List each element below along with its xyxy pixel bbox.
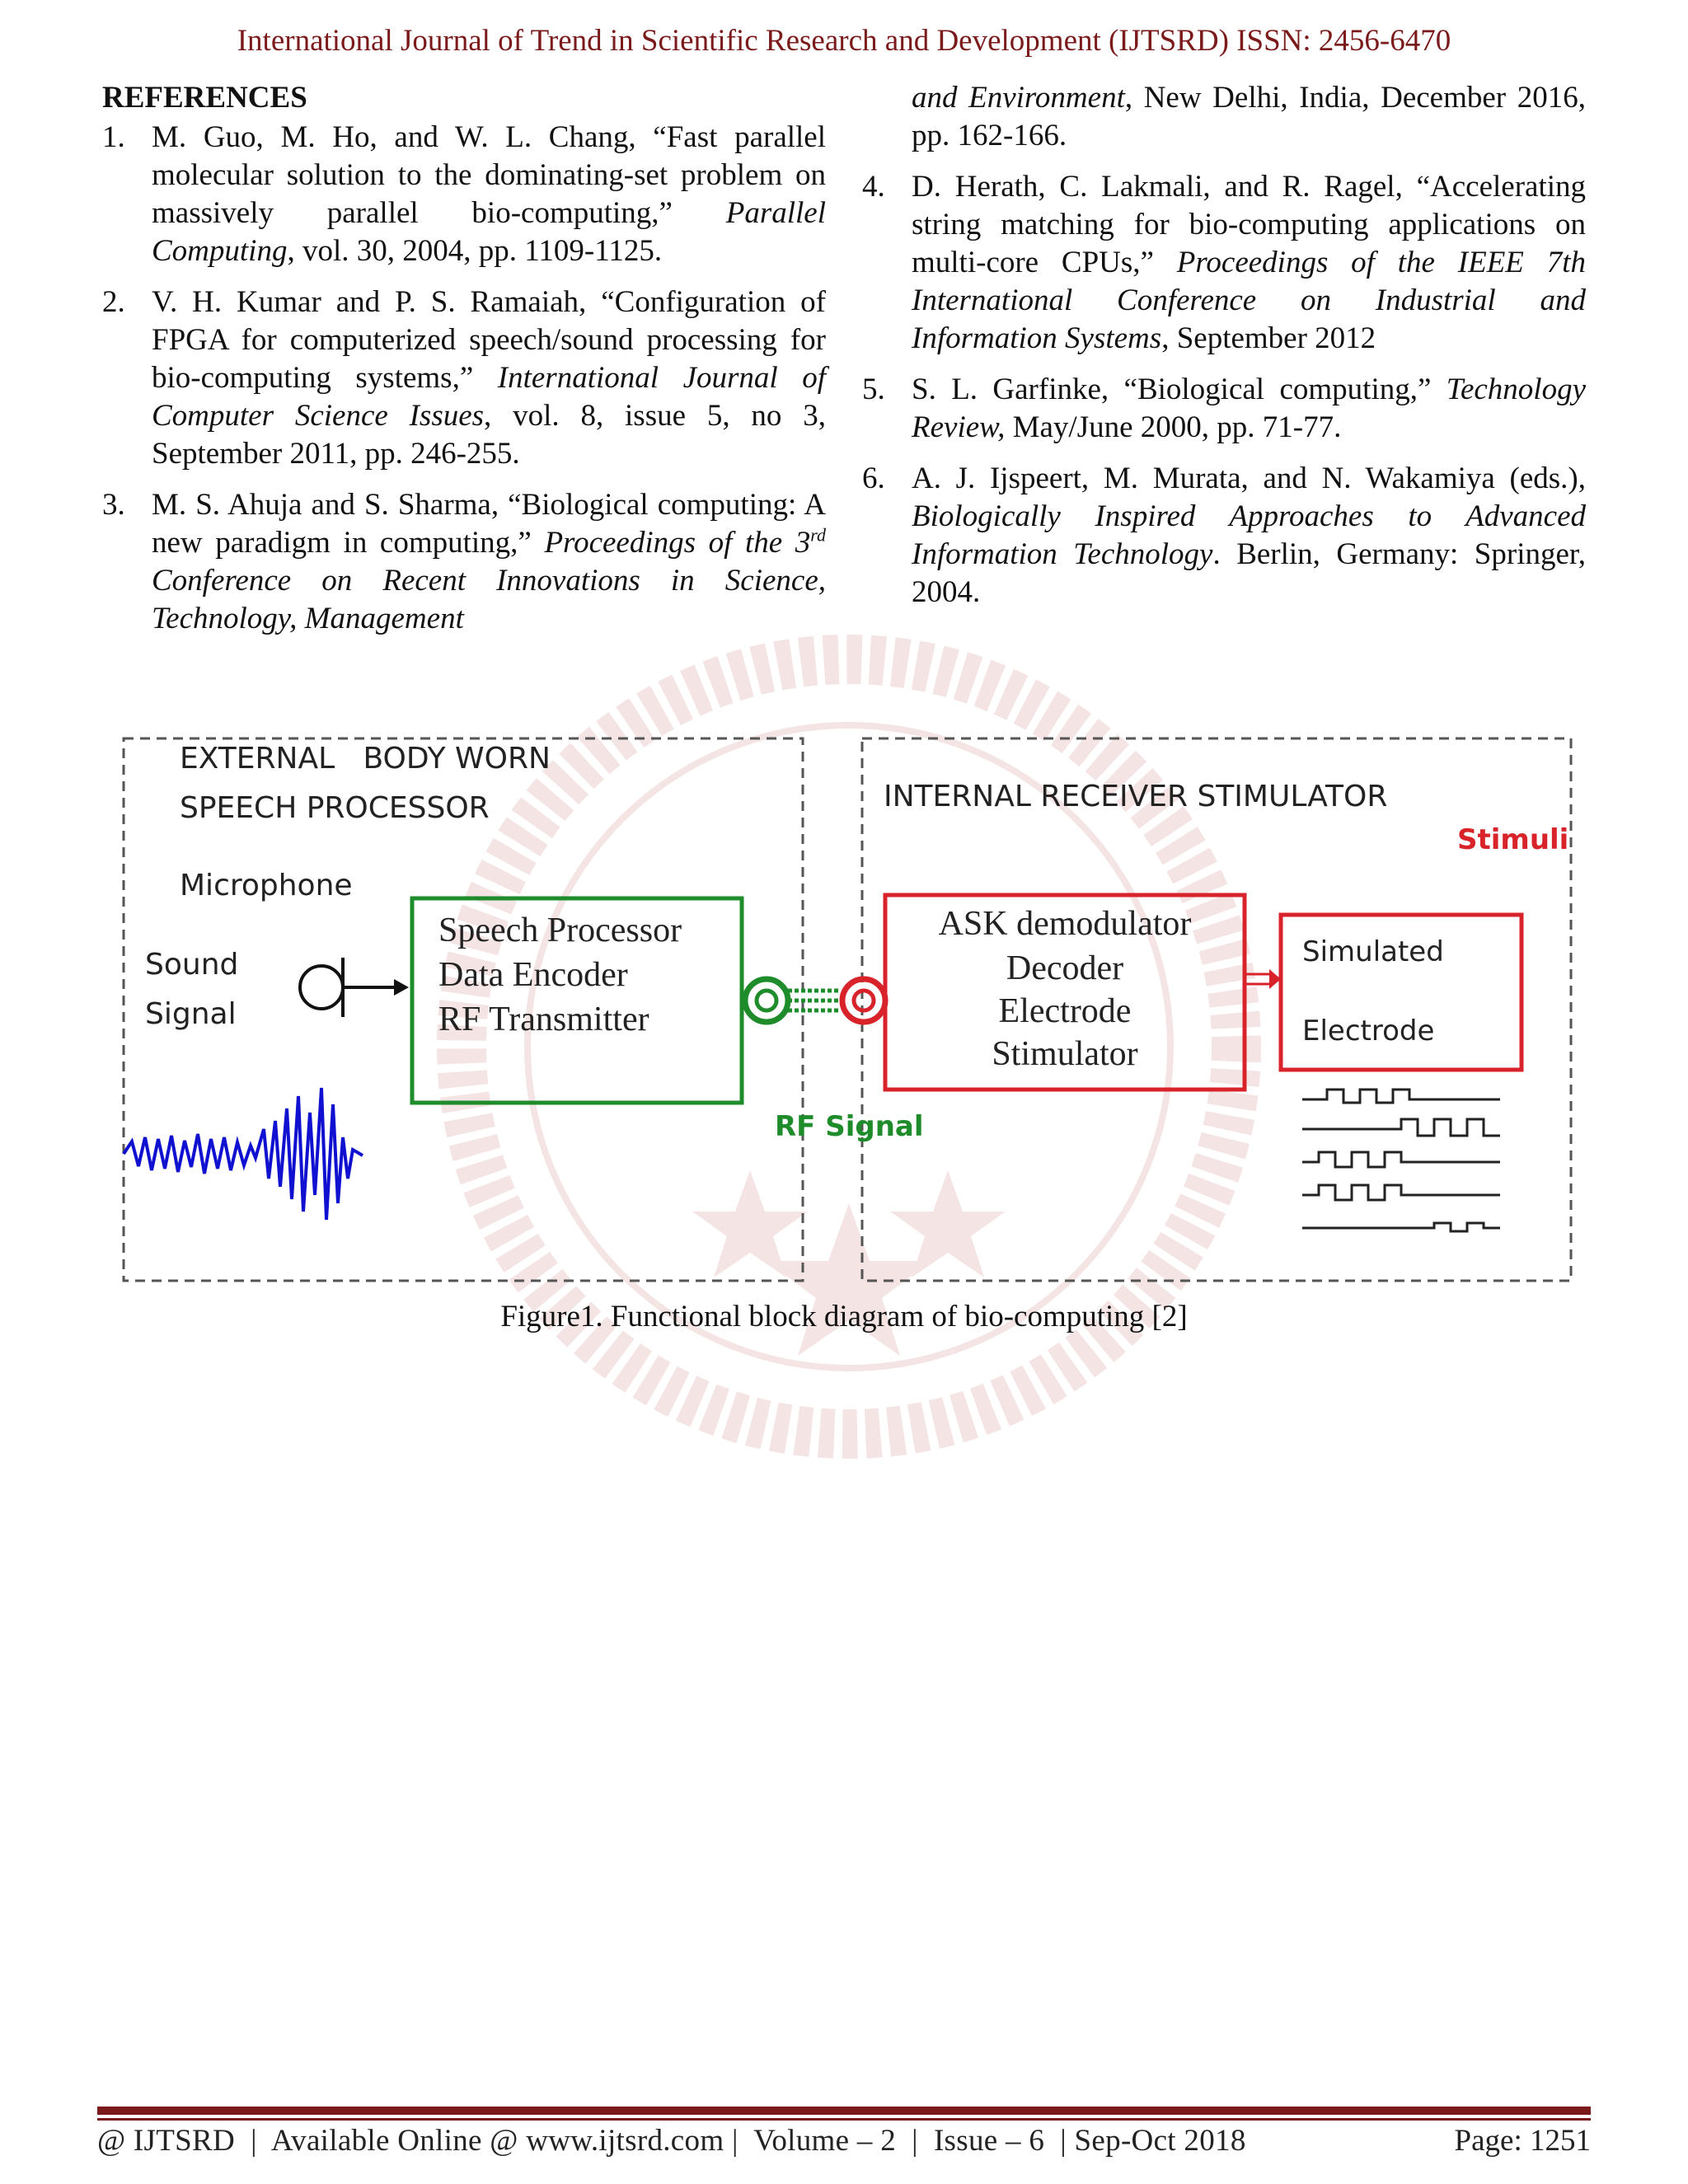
reference-venue: Technology Review,	[912, 373, 1586, 444]
reference-text	[912, 168, 1586, 358]
box3-line-1: Simulated	[1302, 935, 1444, 968]
venue-superscript: rd	[810, 524, 826, 546]
sound-label: Sound	[145, 948, 239, 982]
page-footer	[97, 2123, 1591, 2158]
reference-authors: A. J. Ijspeert, M. Murata, and N. Wakamiya (eds.),	[912, 462, 1586, 495]
box1-line-1: Speech Processor	[438, 912, 682, 949]
microphone-label: Microphone	[180, 869, 353, 902]
reference-details: , New Delhi, India, December 2016, pp. 162-166.	[912, 81, 1586, 152]
journal-header: International Journal of Trend in Scientific Research and Development (IJTSRD) ISSN: 2456-6470	[237, 24, 1451, 58]
footer-rule-thin	[97, 2118, 1591, 2121]
internal-title: INTERNAL RECEIVER STIMULATOR	[884, 780, 1388, 813]
reference-authors: M. S. Ahuja and S. Sharma, “Biological computing: A new paradigm in computing,”	[152, 488, 826, 560]
signal-label: Signal	[145, 997, 237, 1031]
reference-number: 2.	[102, 285, 125, 319]
reference-venue: Biologically Inspired Approaches to Advanced Information Technology	[912, 499, 1586, 571]
output-arrow-icon	[1246, 969, 1281, 989]
transmit-coil-icon	[745, 979, 788, 1022]
reference-details: , September 2012	[1161, 321, 1376, 355]
rf-signal-label: RF Signal	[775, 1110, 924, 1143]
footer-rule	[97, 2107, 1591, 2115]
reference-venue: Proceedings of the IEEE 7th International Conference on Industrial and Information Systems	[912, 246, 1586, 355]
references-right-column	[862, 79, 1586, 625]
reference-authors: S. L. Garfinke, “Biological computing,”	[912, 373, 1432, 406]
reference-number: 4.	[862, 170, 885, 204]
reference-details: , vol. 30, 2004, pp. 1109-1125.	[287, 234, 663, 268]
box2-line-2: Decoder	[1006, 949, 1124, 987]
reference-3-continuation	[862, 79, 1586, 155]
reference-item-4	[862, 168, 1586, 358]
reference-authors: M. Guo, M. Ho, and W. L. Chang, “Fast parallel molecular solution to the dominating-set problem on massively parallel bio-computing,”	[152, 120, 826, 230]
reference-venue: International Journal of Computer Science Issues	[152, 361, 826, 433]
reference-item-6	[862, 460, 1586, 612]
reference-number: 6.	[862, 462, 885, 495]
box3-line-2: Electrode	[1302, 1015, 1435, 1047]
reference-number: 5.	[862, 373, 885, 406]
reference-item-5	[862, 371, 1586, 447]
figure-caption: Figure1. Functional block diagram of bio-computing [2]	[500, 1300, 1188, 1333]
reference-item-2	[102, 284, 826, 473]
footer-publication-info: @ IJTSRD | Available Online @ www.ijtsrd.com | Volume – 2 | Issue – 6 | Sep-Oct 2018	[97, 2124, 1246, 2158]
reference-number: 3.	[102, 488, 125, 522]
sound-waveform-icon	[124, 1088, 363, 1220]
reference-item-1	[102, 119, 826, 270]
venue-part: Conference on Recent Innovations in Science, Technology, Management	[152, 564, 826, 635]
venue-part: Proceedings of the 3	[544, 526, 811, 560]
box1-line-3: RF Transmitter	[438, 1001, 649, 1038]
reference-authors: D. Herath, C. Lakmali, and R. Ragel, “Accelerating string matching for bio-computing applications on multi-core CPUs,”	[912, 170, 1586, 279]
reference-item-3	[102, 486, 826, 638]
page-number: Page: 1251	[1454, 2124, 1591, 2158]
stimuli-label: Stimuli	[1457, 823, 1569, 856]
reference-text	[152, 284, 826, 473]
rf-link-icon	[788, 991, 841, 1010]
reference-text	[152, 119, 826, 270]
reference-venue: Parallel Computing	[152, 196, 826, 268]
box1-line-2: Data Encoder	[438, 956, 628, 994]
reference-details: . Berlin, Germany: Springer, 2004.	[912, 537, 1586, 609]
reference-details: May/June 2000, pp. 71-77.	[1005, 410, 1342, 444]
reference-details: , vol. 8, issue 5, no 3, September 2011, pp. 246-255.	[152, 399, 826, 471]
arrow-right-icon	[343, 979, 409, 996]
reference-venue: and Environment	[912, 81, 1125, 115]
box2-line-3: Electrode	[998, 992, 1132, 1030]
reference-text	[912, 371, 1586, 447]
box2-line-4: Stimulator	[992, 1035, 1138, 1073]
bio-computing-block-diagram	[115, 733, 1582, 1294]
external-title-line-1: EXTERNAL BODY WORN	[180, 742, 551, 776]
receive-coil-icon	[842, 979, 885, 1022]
references-heading: REFERENCES	[102, 81, 307, 115]
external-title-line-2: SPEECH PROCESSOR	[180, 791, 490, 825]
stimulus-pulse-trains-icon	[1302, 1090, 1500, 1231]
box2-line-1: ASK demodulator	[938, 905, 1192, 943]
reference-number: 1.	[102, 120, 125, 154]
reference-text	[152, 486, 826, 638]
internal-panel	[862, 738, 1571, 1281]
references-left-column	[102, 79, 826, 651]
reference-authors: V. H. Kumar and P. S. Ramaiah, “Configuration of FPGA for computerized speech/sound processing for bio-computing systems,”	[152, 285, 826, 395]
microphone-icon	[300, 958, 343, 1017]
reference-text	[912, 460, 1586, 612]
